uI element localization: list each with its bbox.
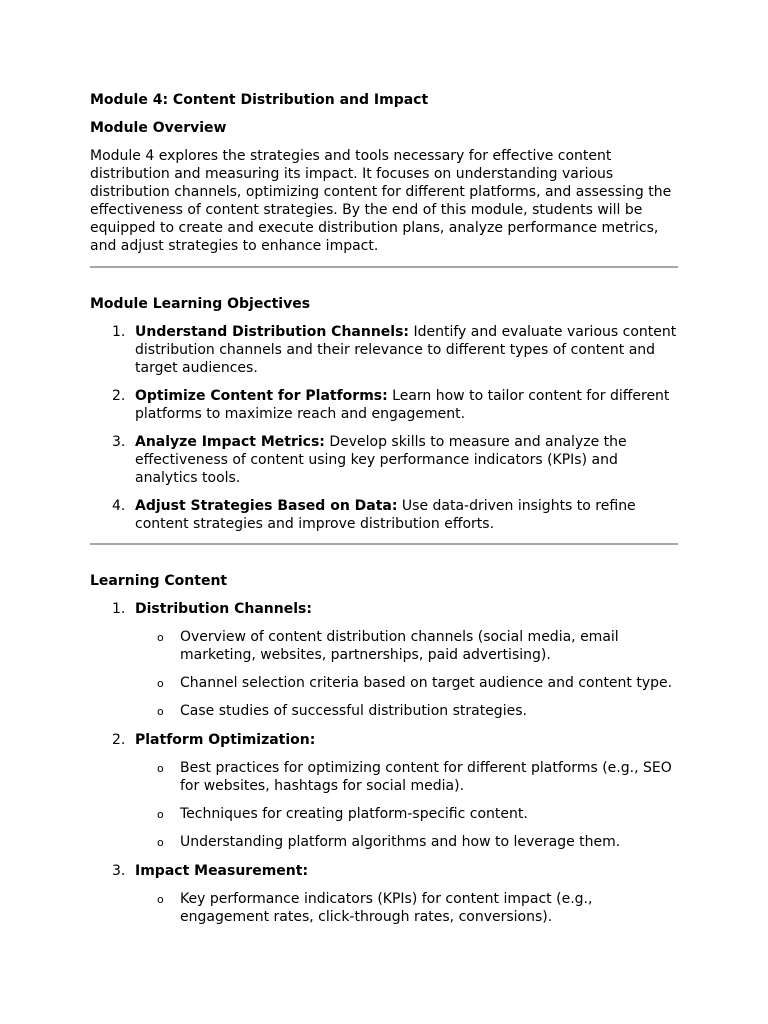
module-title: Module 4: Content Distribution and Impact: [90, 92, 429, 108]
bullet-item: [135, 702, 680, 720]
bullet-marker: o: [157, 762, 164, 775]
objective-title: Adjust Strategies Based on Data:: [135, 498, 398, 514]
bullet-text: Case studies of successful distribution strategies.: [180, 703, 527, 719]
bullet-list: [135, 759, 680, 851]
bullet-text: Channel selection criteria based on target audience and content type.: [180, 675, 673, 691]
objectives-list: [90, 323, 680, 533]
bullet-text: Techniques for creating platform-specific content.: [180, 806, 528, 822]
overview-heading: Module Overview: [90, 120, 227, 136]
list-number: 1.: [112, 601, 126, 617]
bullet-item: [135, 805, 680, 823]
learning-content-list: [90, 600, 680, 926]
bullet-marker: o: [157, 893, 164, 906]
objective-text: Use data-driven insights to refine content strategies and improve distribution efforts.: [135, 498, 636, 532]
content-section: [90, 862, 680, 926]
document-body: [90, 91, 680, 937]
list-number: 1.: [112, 324, 126, 340]
bullet-item: [135, 833, 680, 851]
bullet-item: [135, 628, 680, 664]
objective-title: Optimize Content for Platforms:: [135, 388, 388, 404]
bullet-list: [135, 890, 680, 926]
list-number: 3.: [112, 434, 126, 450]
objective-text: Identify and evaluate various content distribution channels and their relevance to different types of content and target audiences.: [135, 324, 677, 376]
bullet-text: Overview of content distribution channels (social media, email marketing, websites, partnerships, paid advertising).: [180, 629, 619, 663]
bullet-list: [135, 628, 680, 720]
bullet-marker: o: [157, 836, 164, 849]
bullet-marker: o: [157, 705, 164, 718]
list-number: 2.: [112, 388, 126, 404]
objective-title: Analyze Impact Metrics:: [135, 434, 325, 450]
objectives-heading: Module Learning Objectives: [90, 296, 311, 312]
objective-item: [90, 433, 680, 487]
content-section: [90, 731, 680, 851]
bullet-item: [135, 674, 680, 692]
content-section-title: Impact Measurement:: [135, 863, 309, 879]
objective-text: Learn how to tailor content for different platforms to maximize reach and engagement.: [135, 388, 670, 422]
bullet-item: [135, 759, 680, 795]
bullet-marker: o: [157, 677, 164, 690]
bullet-item: [135, 890, 680, 926]
objective-item: [90, 387, 680, 423]
section-divider: [90, 543, 678, 545]
bullet-text: Best practices for optimizing content for different platforms (e.g., SEO for websites, hashtags for social media).: [180, 760, 672, 794]
section-divider: [90, 266, 678, 268]
objective-item: [90, 323, 680, 377]
objective-title: Understand Distribution Channels:: [135, 324, 410, 340]
bullet-text: Key performance indicators (KPIs) for content impact (e.g., engagement rates, click-through rates, conversions).: [180, 891, 593, 925]
objective-text: Develop skills to measure and analyze the effectiveness of content using key performance indicators (KPIs) and analytics tools.: [135, 434, 627, 486]
content-section-title: Distribution Channels:: [135, 601, 312, 617]
list-number: 4.: [112, 498, 126, 514]
learning-content-heading: Learning Content: [90, 573, 228, 589]
bullet-marker: o: [157, 631, 164, 644]
list-number: 2.: [112, 732, 126, 748]
content-section-title: Platform Optimization:: [135, 732, 316, 748]
content-section: [90, 600, 680, 720]
overview-text: Module 4 explores the strategies and tools necessary for effective content distribution and measuring its impact. It focuses on understanding various distribution channels, optimizing content for different platforms, and assessing the effectiveness of content strategies. By the end of this module, students will be equipped to create and execute distribution plans, analyze performance metrics, and adjust strategies to enhance impact.: [90, 148, 672, 254]
objective-item: [90, 497, 680, 533]
list-number: 3.: [112, 863, 126, 879]
bullet-text: Understanding platform algorithms and how to leverage them.: [180, 834, 621, 850]
bullet-marker: o: [157, 808, 164, 821]
